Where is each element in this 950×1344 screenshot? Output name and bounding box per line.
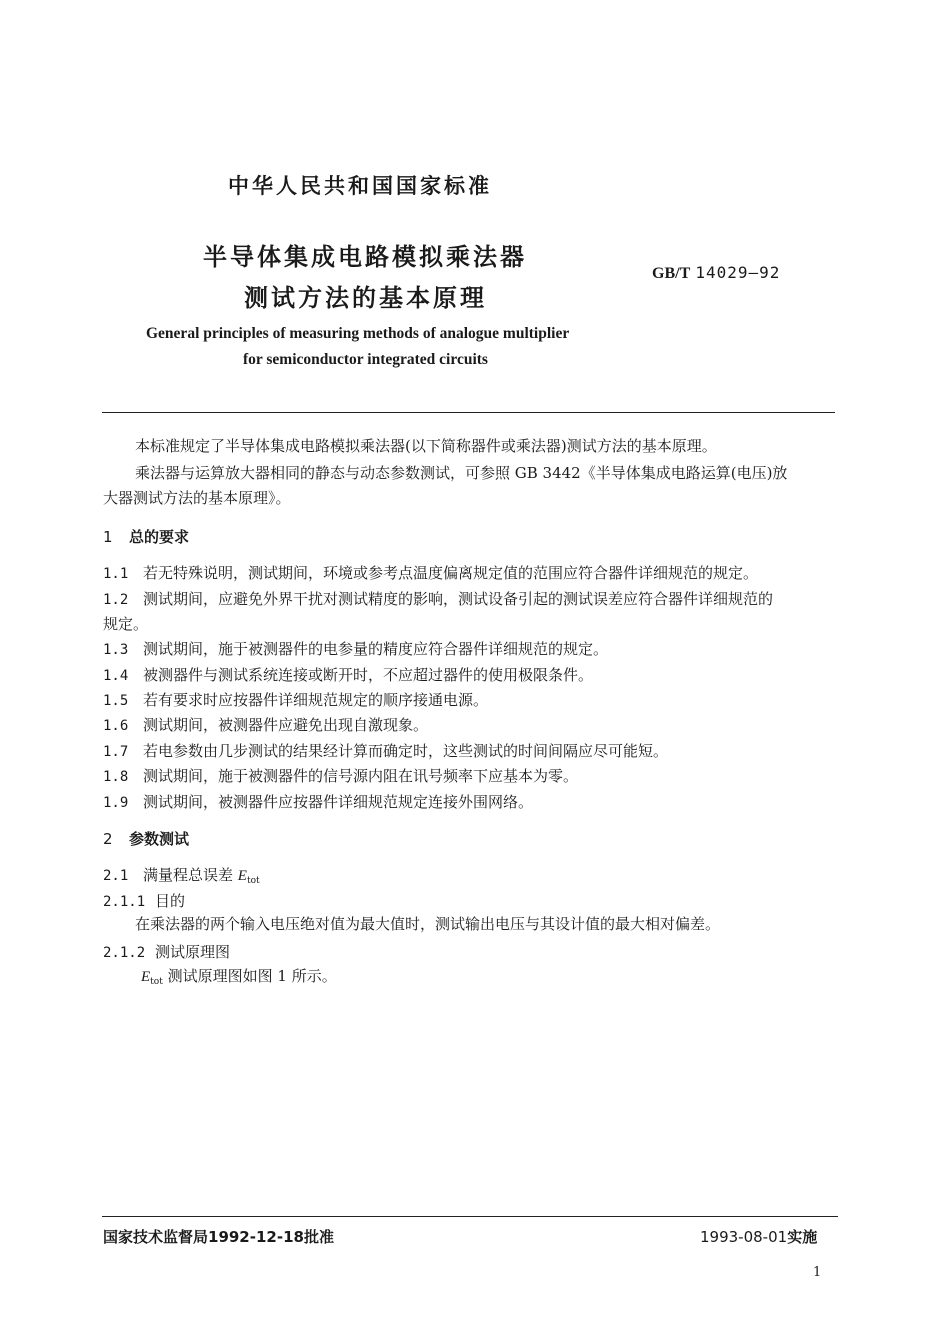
footer-divider (102, 1216, 838, 1217)
section-1-heading (103, 526, 189, 547)
clause-1-2: 1.2 测试期间，应避免外界干扰对测试精度的影响，测试设备引起的测试误差应符合器件详细规范的 (103, 590, 774, 608)
clause-2-1-1: 2.1.1 目的 (103, 892, 186, 910)
clause-1-8: 1.8 测试期间，施于被测器件的信号源内阻在讯号频率下应基本为零。 (103, 767, 579, 785)
standard-code: 14029—92 (695, 263, 781, 282)
page-number: 1 (813, 1265, 822, 1280)
english-title-line-1: General principles of measuring methods of analogue multiplier (146, 325, 570, 342)
intro-paragraph-2-line-1: 乘法器与运算放大器相同的静态与动态参数测试，可参照 GB 3442《半导体集成电路运算(电压)放 (135, 464, 788, 482)
clause-2-1-2: 2.1.2 测试原理图 (103, 943, 231, 961)
clause-2-1-2-body: $E_{tot}$ 测试原理图如图 1 所示。 (141, 967, 337, 987)
intro-paragraph-2-line-2: 大器测试方法的基本原理》。 (103, 489, 291, 507)
section-2-number: 2 (103, 830, 113, 848)
clause-1-1: 1.1 若无特殊说明，测试期间，环境或参考点温度偏离规定值的范围应符合器件详细规范的规定。 (103, 564, 759, 582)
symbol-e: E (237, 868, 247, 884)
title-line-2: 测试方法的基本原理 (244, 284, 487, 312)
section-2-heading (103, 828, 189, 849)
symbol-subscript: tot (246, 876, 260, 886)
clause-1-9: 1.9 测试期间，被测器件应按器件详细规范规定连接外围网络。 (103, 793, 534, 811)
clause-2-1-1-body: 在乘法器的两个输入电压绝对值为最大值时，测试输出电压与其设计值的最大相对偏差。 (135, 915, 721, 933)
clause-1-5: 1.5 若有要求时应按器件详细规范规定的顺序接通电源。 (103, 691, 489, 709)
effective-date: 1993-08-01 (700, 1228, 788, 1246)
clause-1-6: 1.6 测试期间，被测器件应避免出现自激现象。 (103, 716, 429, 734)
clause-2-1: 2.1 满量程总误差 $E_{tot}$ (103, 866, 260, 886)
clause-1-3: 1.3 测试期间，施于被测器件的电参量的精度应符合器件详细规范的规定。 (103, 640, 609, 658)
standard-number (652, 263, 780, 283)
national-standard-heading: 中华人民共和国国家标准 (228, 174, 492, 198)
clause-1-4: 1.4 被测器件与测试系统连接或断开时，不应超过器件的使用极限条件。 (103, 666, 594, 684)
title-line-1: 半导体集成电路模拟乘法器 (203, 243, 527, 271)
clause-1-2-continued: 规定。 (103, 615, 149, 633)
english-title-line-2: for semiconductor integrated circuits (243, 351, 488, 368)
clause-1-7: 1.7 若电参数由几步测试的结果经计算而确定时，这些测试的时间间隔应尽可能短。 (103, 742, 669, 760)
standard-prefix: GB/T (652, 265, 691, 282)
header-divider (102, 412, 835, 413)
effective-label: 实施 (787, 1228, 818, 1246)
approval-line: 国家技术监督局1992-12-18批准 (103, 1228, 334, 1246)
section-2-title: 参数测试 (129, 830, 190, 848)
section-1-number: 1 (103, 528, 113, 546)
effective-line (700, 1226, 817, 1247)
intro-paragraph-1: 本标准规定了半导体集成电路模拟乘法器(以下简称器件或乘法器)测试方法的基本原理。 (135, 437, 717, 455)
section-1-title: 总的要求 (129, 528, 190, 546)
